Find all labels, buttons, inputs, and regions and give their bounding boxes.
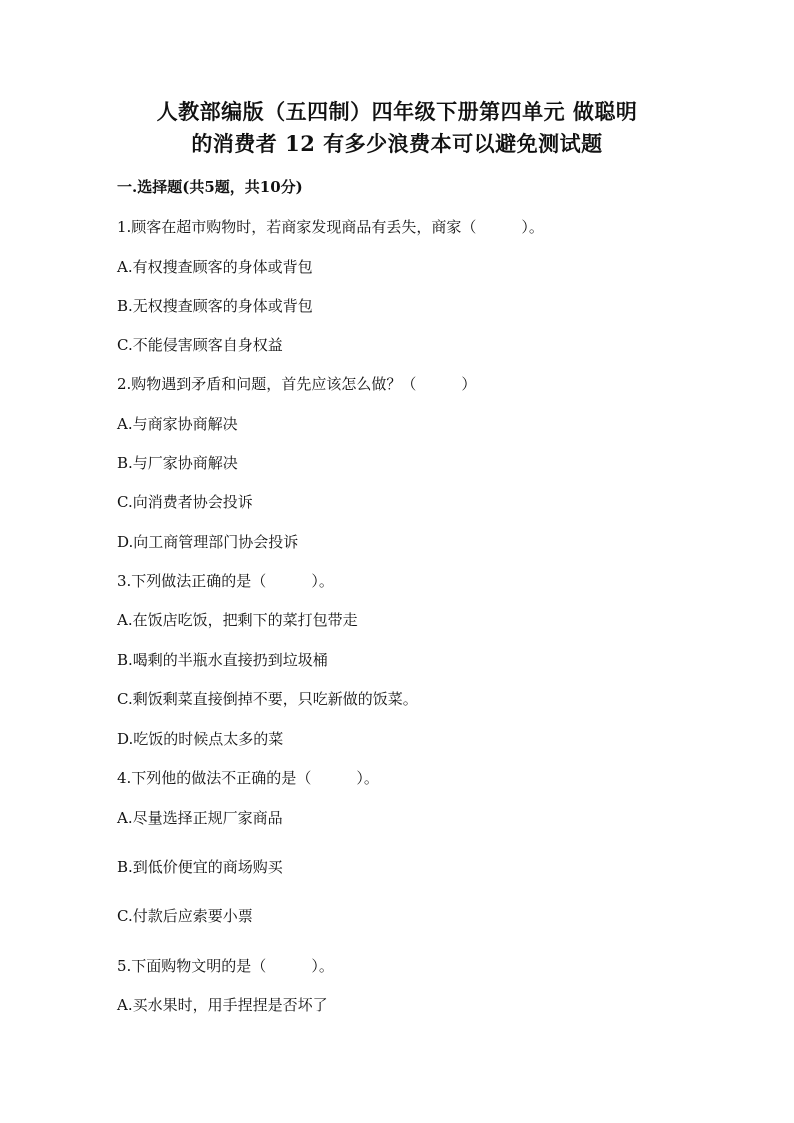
question-3-option-a: A.在饭店吃饭，把剩下的菜打包带走	[117, 611, 358, 629]
question-1-option-a: A.有权搜查顾客的身体或背包	[117, 258, 313, 276]
document-title-line-1: 人教部编版（五四制）四年级下册第四单元 做聪明	[156, 99, 638, 124]
question-4-option-b: B.到低价便宜的商场购买	[117, 858, 283, 876]
question-4-stem: 4.下列他的做法不正确的是（ ）。	[117, 769, 379, 787]
question-1-stem: 1.顾客在超市购物时，若商家发现商品有丢失，商家（ ）。	[117, 218, 544, 236]
question-2-stem: 2.购物遇到矛盾和问题，首先应该怎么做？（ ）	[117, 375, 477, 393]
question-2-option-d: D.向工商管理部门协会投诉	[117, 533, 299, 551]
section-heading: 一.选择题(共5题，共10分)	[117, 178, 303, 196]
question-3-option-d: D.吃饭的时候点太多的菜	[117, 730, 284, 748]
question-5-option-a: A.买水果时，用手捏捏是否坏了	[117, 996, 328, 1014]
question-2-option-c: C.向消费者协会投诉	[117, 493, 253, 511]
question-1-option-b: B.无权搜查顾客的身体或背包	[117, 297, 313, 315]
question-1-option-c: C.不能侵害顾客自身权益	[117, 336, 283, 354]
question-4-option-c: C.付款后应索要小票	[117, 907, 253, 925]
question-2-option-a: A.与商家协商解决	[117, 415, 238, 433]
document-title-line-2: 的消费者 12 有多少浪费本可以避免测试题	[191, 131, 603, 156]
question-3-option-c: C.剩饭剩菜直接倒掉不要，只吃新做的饭菜。	[117, 690, 418, 708]
question-2-option-b: B.与厂家协商解决	[117, 454, 238, 472]
question-5-stem: 5.下面购物文明的是（ ）。	[117, 957, 334, 975]
question-3-option-b: B.喝剩的半瓶水直接扔到垃圾桶	[117, 651, 328, 669]
question-4-option-a: A.尽量选择正规厂家商品	[117, 809, 283, 827]
question-3-stem: 3.下列做法正确的是（ ）。	[117, 572, 334, 590]
